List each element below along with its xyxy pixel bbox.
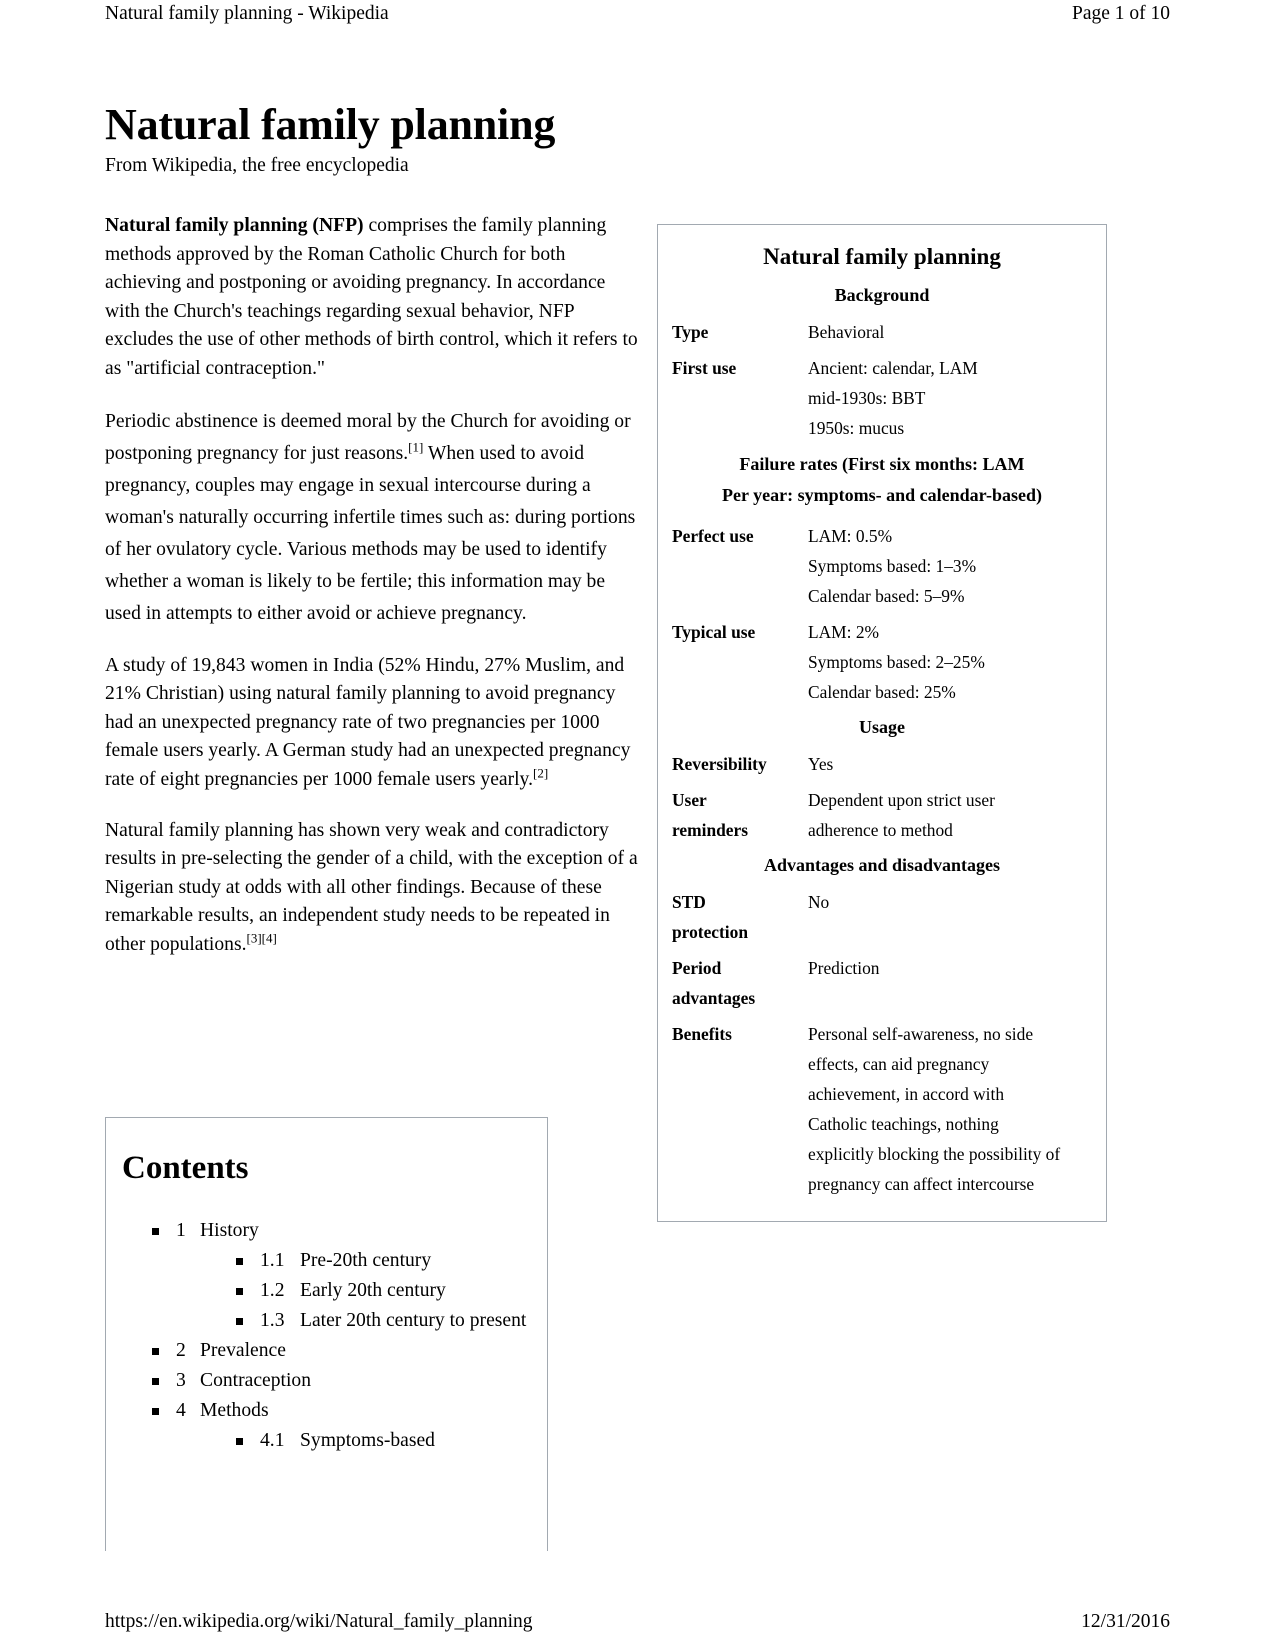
p3-text-a: A study of 19,843 women in India (52% Hindu, 27% Muslim, and 21% Christian) using natural family planning to avoid pregnancy had an unexpected pregnancy rate of two pregnancies per 1000 female users yearly. A German study had an unexpected pregnancy rate of eight pregnancies per 1000 female users yearly. (105, 654, 631, 790)
first-use-line-2: mid-1930s: BBT (808, 388, 926, 408)
toc-label: Pre-20th century (300, 1250, 432, 1271)
paragraph-periodic-abstinence (105, 406, 643, 630)
failure-rates-line-2: Per year: symptoms- and calendar-based) (722, 485, 1042, 505)
infobox (657, 224, 1107, 1222)
infobox-label-type: Type (672, 322, 709, 342)
infobox-section-usage: Usage (859, 717, 905, 737)
infobox-section-failure-rates (672, 447, 1092, 519)
toc-label: Prevalence (200, 1340, 286, 1361)
reference-2[interactable]: [2] (532, 765, 549, 781)
page-number-indicator: Page 1 of 10 (1071, 3, 1170, 24)
benefits-line-4: Catholic teachings, nothing (808, 1114, 999, 1134)
typical-use-line-3: Calendar based: 25% (808, 682, 956, 702)
typical-use-line-2: Symptoms based: 2–25% (808, 652, 985, 672)
article-title-block (105, 100, 650, 178)
toc-list (122, 1216, 531, 1456)
infobox-label-typical-use: Typical use (672, 622, 756, 642)
paragraph-lead (105, 212, 643, 384)
infobox-row-period-advantages (672, 951, 1092, 1017)
toc-item-history[interactable] (152, 1216, 531, 1336)
std-protection-label-line-1: STD (672, 892, 706, 912)
print-date: 12/31/2016 (1081, 1611, 1170, 1632)
failure-rates-line-1: Failure rates (First six months: LAM (739, 454, 1025, 474)
infobox-value-type: Behavioral (808, 322, 885, 342)
infobox-row-std-protection (672, 885, 1092, 951)
typical-use-line-1: LAM: 2% (808, 622, 880, 642)
reference-3-4[interactable]: [3][4] (246, 930, 277, 946)
paragraph-gender-preselection (105, 817, 643, 960)
infobox-label-user-reminders (672, 785, 808, 845)
infobox-value-reversibility: Yes (808, 754, 834, 774)
toc-label: Symptoms-based (300, 1430, 435, 1451)
infobox-value-std-protection: No (808, 892, 830, 912)
square-bullet-icon (236, 1438, 243, 1445)
toc-item-later-20th-century[interactable] (236, 1306, 531, 1336)
toc-sublist-history (176, 1246, 531, 1336)
benefits-line-1: Personal self-awareness, no side (808, 1024, 1034, 1044)
perfect-use-line-1: LAM: 0.5% (808, 526, 893, 546)
lead-rest: comprises the family planning methods approved by the Roman Catholic Church for both achieving and postponing or avoiding pregnancy. In accordance with the Church's teachings regarding sexual behavior, NFP excludes the use of other methods of birth control, which it refers to as "artificial contraception." (105, 215, 638, 379)
first-use-line-3: 1950s: mucus (808, 418, 905, 438)
p4-text-a: Natural family planning has shown very weak and contradictory results in pre-selecting the gender of a child, with the exception of a Nigerian study at odds with all other findings. Because of these remarkable results, an independent study needs to be repeated in other populations. (105, 819, 638, 955)
toc-label: Contraception (200, 1370, 311, 1391)
infobox-section-background: Background (834, 285, 930, 305)
toc-sublist-methods (176, 1426, 531, 1456)
toc-number: 2 (176, 1340, 186, 1361)
infobox-section-advantages: Advantages and disadvantages (763, 855, 1001, 875)
user-reminders-line-2: adherence to method (808, 820, 953, 840)
infobox-row-perfect-use (672, 519, 1092, 615)
first-use-line-1: Ancient: calendar, LAM (808, 358, 978, 378)
infobox-label-first-use: First use (672, 358, 737, 378)
infobox-row-first-use (672, 351, 1092, 447)
infobox-label-period-advantages (672, 953, 808, 1013)
infobox-value-first-use (808, 353, 1092, 443)
article-subtitle: From Wikipedia, the free encyclopedia (105, 155, 409, 176)
toc-item-contraception[interactable] (152, 1366, 531, 1396)
lead-term: Natural family planning (105, 215, 308, 236)
toc-item-prevalence[interactable] (152, 1336, 531, 1366)
benefits-line-6: pregnancy can affect intercourse (808, 1174, 1035, 1194)
infobox-row-type (672, 315, 1092, 351)
toc-number: 1.3 (260, 1310, 285, 1331)
perfect-use-line-2: Symptoms based: 1–3% (808, 556, 977, 576)
infobox-row-benefits (672, 1017, 1092, 1203)
toc-label: History (200, 1220, 259, 1241)
page-header (105, 0, 1170, 38)
square-bullet-icon (152, 1228, 159, 1235)
user-reminders-line-1: Dependent upon strict user (808, 790, 995, 810)
toc-number: 3 (176, 1370, 186, 1391)
toc-number: 1 (176, 1220, 186, 1241)
toc-item-symptoms-based[interactable] (236, 1426, 531, 1456)
square-bullet-icon (152, 1378, 159, 1385)
std-protection-label-line-2: protection (672, 922, 748, 942)
toc-item-methods[interactable] (152, 1396, 531, 1456)
page-header-title: Natural family planning - Wikipedia (105, 3, 389, 24)
toc-number: 4 (176, 1400, 186, 1421)
infobox-value-benefits (808, 1019, 1092, 1199)
toc-number: 4.1 (260, 1430, 285, 1451)
page-footer (105, 1609, 1170, 1635)
toc-item-early-20th-century[interactable] (236, 1276, 531, 1306)
square-bullet-icon (236, 1318, 243, 1325)
infobox-label-perfect-use: Perfect use (672, 526, 754, 546)
user-reminders-label-line-2: reminders (672, 820, 748, 840)
p2-text-a: Periodic abstinence is deemed moral by the Church for avoiding or postponing pregnancy for just reasons. (105, 410, 631, 464)
infobox-row-typical-use (672, 615, 1092, 711)
toc-label: Later 20th century to present (300, 1310, 527, 1331)
toc-heading: Contents (122, 1150, 249, 1186)
toc-label: Early 20th century (300, 1280, 446, 1301)
infobox-value-user-reminders (808, 785, 1092, 845)
benefits-line-5: explicitly blocking the possibility of (808, 1144, 1061, 1164)
square-bullet-icon (236, 1288, 243, 1295)
infobox-row-user-reminders (672, 783, 1092, 849)
reference-1[interactable]: [1] (408, 439, 424, 455)
infobox-label-std-protection (672, 887, 808, 947)
benefits-line-2: effects, can aid pregnancy (808, 1054, 990, 1074)
source-url[interactable]: https://en.wikipedia.org/wiki/Natural_family_planning (105, 1611, 533, 1632)
page-title: Natural family planning (105, 100, 556, 149)
infobox-title: Natural family planning (763, 244, 1001, 269)
toc-number: 1.1 (260, 1250, 285, 1271)
infobox-value-period-advantages: Prediction (808, 958, 880, 978)
square-bullet-icon (152, 1348, 159, 1355)
infobox-label-reversibility: Reversibility (672, 754, 767, 774)
perfect-use-line-3: Calendar based: 5–9% (808, 586, 965, 606)
period-advantages-label-line-2: advantages (672, 988, 756, 1008)
toc-label: Methods (200, 1400, 269, 1421)
infobox-value-perfect-use (808, 521, 1092, 611)
p2-text-b: When used to avoid pregnancy, couples may engage in sexual intercourse during a woman's naturally occurring infertile times such as: during portions of her ovulatory cycle. Various methods may be used to identify whether a woman is likely to be fertile; this information may be used in attempts to either avoid or achieve pregnancy. (105, 442, 636, 624)
toc-item-pre-20th-century[interactable] (236, 1246, 531, 1276)
square-bullet-icon (152, 1408, 159, 1415)
article-body (105, 212, 643, 982)
lead-abbrev: (NFP) (312, 215, 364, 236)
user-reminders-label-line-1: User (672, 790, 707, 810)
table-of-contents (105, 1117, 548, 1551)
infobox-row-reversibility (672, 747, 1092, 783)
benefits-line-3: achievement, in accord with (808, 1084, 1005, 1104)
square-bullet-icon (236, 1258, 243, 1265)
paragraph-india-study (105, 652, 643, 795)
infobox-label-benefits: Benefits (672, 1024, 732, 1044)
toc-number: 1.2 (260, 1280, 285, 1301)
period-advantages-label-line-1: Period (672, 958, 722, 978)
page-content (105, 100, 1110, 1451)
infobox-value-typical-use (808, 617, 1092, 707)
